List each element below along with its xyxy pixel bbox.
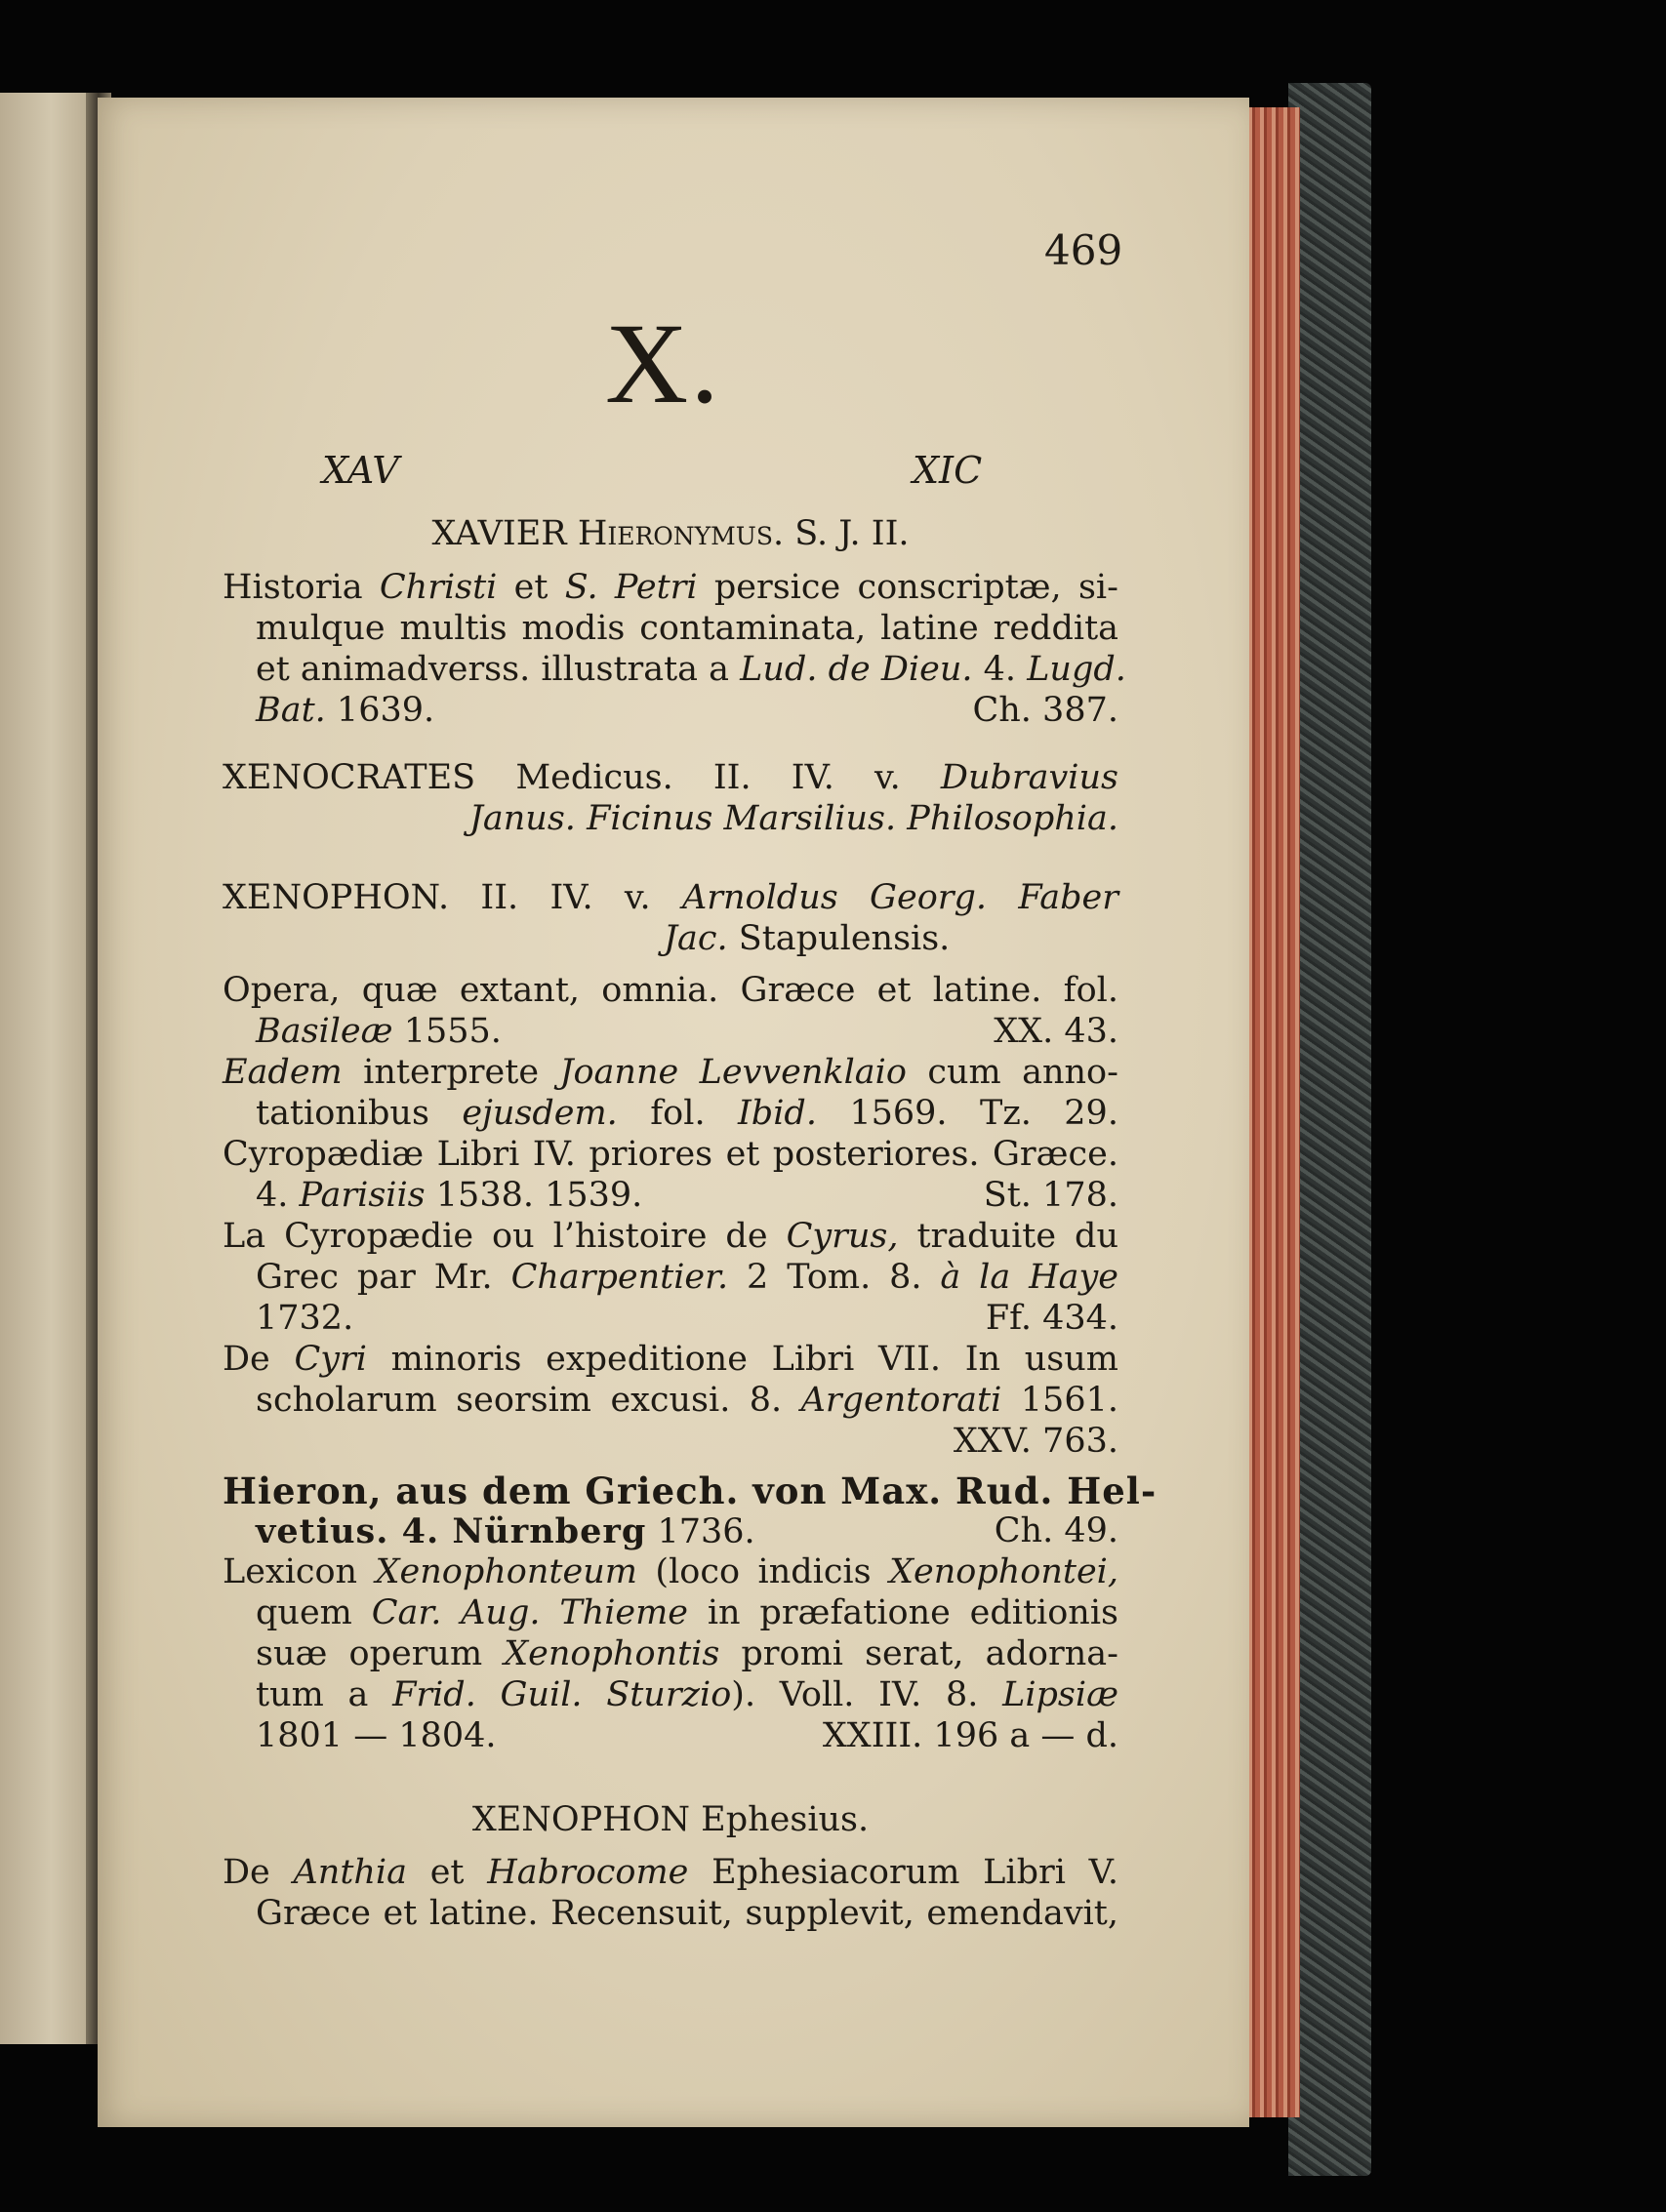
- eadem-line-1: Eadem interprete Joanne Levvenklaio cum anno-: [223, 1053, 1118, 1092]
- la-cyropedie-line-2: Grec par Mr. Charpentier. 2 Tom. 8. à la Haye: [256, 1258, 1118, 1297]
- lexicon-line-4: tum a Frid. Guil. Sturzio). Voll. IV. 8. Lipsiæ: [256, 1675, 1118, 1714]
- xavier-line-4: Bat. 1639. Ch. 387.: [256, 691, 1118, 730]
- ephesius-line-1: De Anthia et Habrocome Ephesiacorum Libri V.: [223, 1853, 1118, 1892]
- book-cover: [1288, 83, 1371, 2176]
- ephesius-line-2: Græce et latine. Recensuit, supplevit, emendavit,: [256, 1894, 1118, 1933]
- lexicon-line-3: suæ operum Xenophontis promi serat, adorna-: [256, 1634, 1118, 1673]
- de-cyri-line-1: De Cyri minoris expeditione Libri VII. In usum: [223, 1340, 1118, 1379]
- xenocrates-line-1: XENOCRATES Medicus. II. IV. v. Dubravius: [223, 758, 1118, 797]
- de-cyri-line-2: scholarum seorsim excusi. 8. Argentorati 1561.: [256, 1381, 1118, 1420]
- lexicon-line-5: 1801 — 1804. XXIII. 196 a — d.: [256, 1716, 1118, 1755]
- opera-line-1: Opera, quæ extant, omnia. Græce et latine. fol.: [223, 971, 1118, 1010]
- left-page-edge: [0, 93, 93, 2044]
- page-number: 469: [1044, 226, 1123, 274]
- xavier-line-2: mulque multis modis contaminata, latine reddita: [256, 609, 1118, 648]
- opera-line-2: Basileæ 1555. XX. 43.: [256, 1012, 1118, 1051]
- eadem-line-2: tationibus ejusdem. fol. Ibid. 1569. Tz. 29.: [256, 1094, 1118, 1133]
- hieron-line-2: vetius. 4. Nürnberg 1736. Ch. 49.: [256, 1511, 1118, 1551]
- de-cyri-line-3: XXV. 763.: [953, 1422, 1118, 1461]
- xenophon-line-2: Jac. Stapulensis.: [664, 919, 951, 958]
- lexicon-line-1: Lexicon Xenophonteum (loco indicis Xenophontei,: [223, 1552, 1118, 1591]
- xenophon-line-1: XENOPHON. II. IV. v. Arnoldus Georg. Faber: [223, 878, 1118, 917]
- section-letter: X.: [605, 300, 721, 427]
- xavier-line-3: et animadverss. illustrata a Lud. de Dieu. 4. Lugd.: [256, 650, 1126, 689]
- xavier-line-1: Historia Christi et S. Petri persice conscriptæ, si-: [223, 568, 1118, 607]
- entry-heading-xavier: XAVIER Hieronymus. S. J. II.: [431, 514, 910, 553]
- lexicon-line-2: quem Car. Aug. Thieme in præfatione editionis: [256, 1593, 1119, 1632]
- entry-heading-ephesius: XENOPHON Ephesius.: [471, 1800, 870, 1839]
- la-cyropedie-line-1: La Cyropædie ou l’histoire de Cyrus, traduite du: [223, 1217, 1118, 1256]
- la-cyropedie-line-3: 1732. Ff. 434.: [256, 1299, 1118, 1338]
- running-head-left: XAV: [322, 449, 399, 492]
- hieron-line-1: Hieron, aus dem Griech. von Max. Rud. Hel-: [223, 1469, 1158, 1512]
- xenocrates-line-2: Janus. Ficinus Marsilius. Philosophia.: [468, 799, 1118, 838]
- cyropaedia-line-2: 4. Parisiis 1538. 1539. St. 178.: [256, 1176, 1118, 1215]
- running-head-right: XIC: [913, 449, 983, 492]
- cyropaedia-line-1: Cyropædiæ Libri IV. priores et posteriores. Græce.: [223, 1135, 1118, 1174]
